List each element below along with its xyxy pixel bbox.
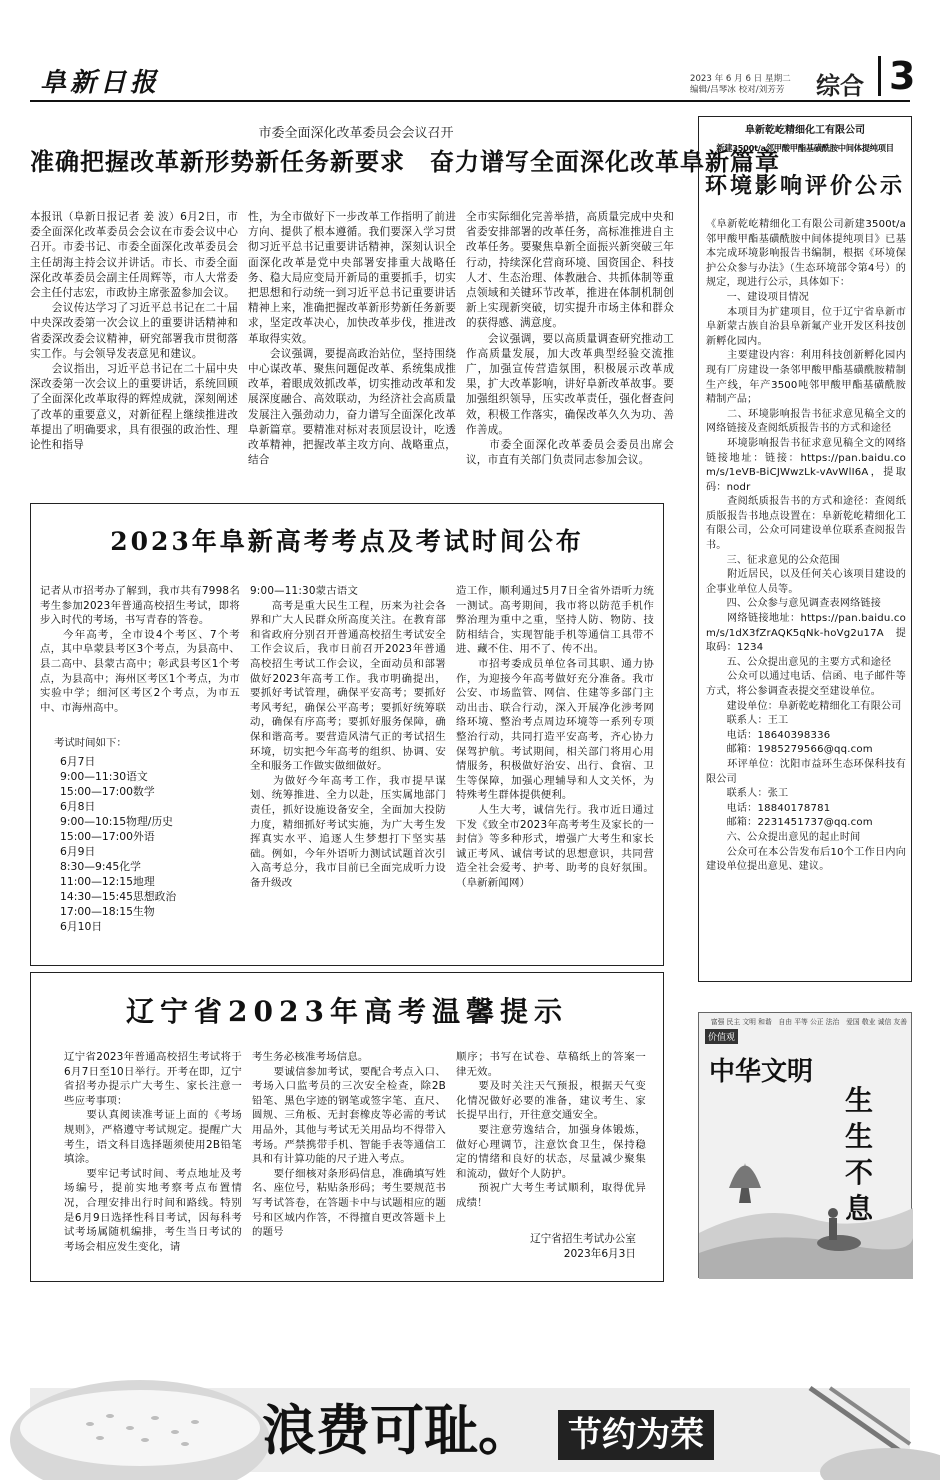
notice-body: 《阜新乾屹精细化工有限公司新建3500t/a邻甲酸甲酯基磺酰胺中间体提纯项目》已基本完成环境影响报告书编制，根据《环境保护公众参与办法》（生态环境部令第4号）的规定，现进行公示，具体如下： 一、建设项目情况 本项目为扩建项目，位于辽宁省阜新市阜新蒙古族自治县阜新氟产业开发区科技创新孵化园内。 主要建设内容：利用科技创新孵化园内现有厂房建设一条邻甲酸甲酯基磺酰胺精制生产线，年产3500吨邻甲酸甲酯基磺酰胺精制产品； 二、环境影响报告书征求意见稿全文的网络链接及查阅纸质报告书的方式和途径 环境影响报告书征求意见稿全文的网络链接地址：链接：https://pan.baidu.com/s/1eVB-BiCJWwzLk-vAvWlI6A，提取码：nodr 查阅纸质报告书的方式和途径：查阅纸质版报告书地点设置在：阜新乾屹精细化工有限公司，公众可同建设单位联系查阅报告书。 三、征求意见的公众范围 附近居民，以及任何关心该项目建设的企事业单位人员等。 四、公众参与意见调查表网络链接 网络链接地址：https://pan.baidu.com/s/1dX3fZrAQK5qNk-hoVg2u17A 提取码：1234 五、公众提出意见的主要方式和途径 公众可以通过电话、信函、电子邮件等方式，将公参调查表提交至建设单位。 建设单位：阜新乾屹精细化工有限公司 联系人：王工 电话：18640398336 邮箱：1985279566@qq.com 环评单位：沈阳市益环生态环保科技有限公司 联系人：张工 电话：18840178781 邮箱：2231451737@qq.com 六、公众提出意见的起止时间 公众可在本公告发布后10个工作日内向建设单位提出意见、建议。 [706, 219, 906, 873]
liaoning-col-3: 顺序；书写在试卷、草稿纸上的答案一律无效。 要及时关注天气预报，根据天气变化情况做好必要的准备，建议考生、家长提早出行，开往意交通安全。 要注意劳逸结合，加强身体锻炼，做好心理调节，注意饮食卫生，保持稳定的情绪和良好的状态，尽量减少聚集和流动，做好个人防护。 预祝广大考生考试顺利，取得优异成绩！ [456, 1051, 646, 1209]
lead-col-3: 全市实际细化完善举措，高质量完成中央和省委安排部署的改革任务，高标准推进自主改革任务。要聚焦阜新全面振兴新突破三年行动，持续深化营商环境、国资国企、科技人才、生态治理、体教融合、共抓体制等重点领域和关键环节改革，推进在体制机制创新上实现新突破，切实提升市场主体和群众的获得感、满意度。 会议强调，要以高质量调查研究推动工作高质量发展，加大改革典型经验交流推广，加强宣传营造氛围，积极展示改革成果，扩大改革影响，讲好阜新改革故事。要加强组织领导，压实改革责任，强化督查问效，积极工作落实，确保改革久久为功、善作善成。 市委全面深化改革委员会委员出席会议，市直有关部门负责同志参加会议。 [466, 211, 674, 467]
bottom-banner-ad [30, 1388, 910, 1472]
section-name: 综合 [816, 71, 864, 100]
liaoning-date: 2023年6月3日 [563, 1247, 636, 1260]
culture-poster [698, 1012, 912, 1278]
schedule-item: 15:00—17:00外语 [60, 830, 155, 843]
header-rule [30, 100, 910, 102]
poster-illustration [699, 1013, 913, 1279]
page-number: 3 [878, 56, 915, 96]
schedule-item: 6月9日 [60, 845, 96, 858]
schedule-item: 17:00—18:15生物 [60, 905, 155, 918]
schedule-item: 6月8日 [60, 800, 96, 813]
notice-title: 环境影响评价公示 [704, 173, 905, 199]
liaoning-signature-block [456, 1232, 636, 1261]
banner-slogan-main: 浪费可耻。 [262, 1398, 532, 1462]
liaoning-col-1: 辽宁省2023年普通高校招生考试将于6月7日至10日举行。开考在即，辽宁省招考办提示广大考生、家长注意一些应考事项： 要认真阅读准考证上面的《考场规则》，严格遵守考试规定。提醒广大考生，语文科目选择题须使用2B铅笔填涂。 要牢记考试时间、考点地址及考场编号，提前实地考察考点布置情况，合理安排出行时间和路线。特别是6月9日选择性科目考试，因每科考试考场属随机编排，考生当日考试的考场会相应发生变化，请 [64, 1051, 242, 1253]
liaoning-headline: 辽宁省2023年高考温馨提示 [126, 995, 568, 1028]
banner-slogan-box: 节约为荣 [558, 1410, 714, 1460]
gaokao-col-3: 造工作，顺利通过5月7日全省外语听力统一测试。高考期间，我市将以防范手机作弊治理为重中之重，坚持人防、物防、技防相结合，实现智能手机等通信工具带不进、藏不住、用不了、传不出。 市招考委成员单位各司其职、通力协作，为迎接今年高考做好充分准备。我市公安、市场监管、网信、住建等多部门主动出击、联合行动，深入开展净化涉考网络环境、整治考点周边环境等一系列专项整治行动，共同打造平安高考，齐心协力保驾护航。考试期间，相关部门将用心用情服务，积极做好治安、出行、食宿、卫生等保障，加强心理辅导和人文关怀，为特殊考生群体提供便利。 人生大考，诚信先行。我市近日通过下发《致全市2023年高考考生及家长的一封信》等多种形式，增强广大考生和家长诚正考风、诚信考试的思想意识，共同营造全社会爱考、护考、助考的良好氛围。（阜新新闻网） [456, 585, 654, 889]
schedule-item: 14:30—15:45思想政治 [60, 890, 177, 903]
gaokao-col-2: 9:00—11:30蒙古语文 高考是重大民生工程，历来为社会各界和广大人民群众所高度关注。在教育部和省政府分别召开普通高校招生考试安全工作会议后，我市日前召开2023年普通高校招生考试工作会议，全面动员和部署做好2023年高考工作。我市明确提出，要抓好考试管理，确保平安高考；要抓好考风考纪，确保公平高考；要抓好统筹联动，确保有序高考；要抓好服务保障，确保和谐高考。要营造风清气正的考试招生环境，切实把今年高考的组织、协调、安全和服务工作做实做细做好。 为做好今年高考工作，我市提早谋划、统筹推进、全力以赴，压实属地部门责任，抓好设施设备安全，全面加大投防力度，精细抓好考试实施，为广大考生发挥真实水平、追逐人生梦想打下坚实基础。例如，今年外语听力测试试题首次引入高考总分，我市目前已全面完成听力设备升级改 [250, 585, 446, 889]
poster-badge: 价值观 [705, 1029, 738, 1044]
gaokao-headline: 2023年阜新高考考点及考试时间公布 [110, 527, 584, 556]
schedule-item: 15:00—17:00数学 [60, 785, 155, 798]
lead-headline: 准确把握改革新形势新任务新要求 奋力谱写全面深化改革阜新篇章 [30, 147, 780, 176]
editor-line: 编辑/吕琴冰 校对/刘芳芳 [690, 85, 785, 95]
masthead-meta [690, 74, 791, 96]
date-line: 2023 年 6 月 6 日 星期二 [690, 74, 791, 84]
liaoning-col-2: 考生务必核准考场信息。 要诚信参加考试，要配合考点入口、考场入口监考员的三次安全检查，除2B铅笔、黑色字迹的钢笔或签字笔、直尺、圆规、三角板、无封套橡皮等必需的考试用品外，其他与考试无关用品均不得带入考场。严禁携带手机、智能手表等通信工具和有计算功能的尺子进入考点。 要仔细核对条形码信息，准确填写姓名、座位号，粘贴条形码；考生要规范书写考试答卷，在答题卡中与试题相应的题号和区域内作答，不得擅自更改答题卡上的题号 [252, 1051, 446, 1239]
notice-company: 阜新乾屹精细化工有限公司 [745, 125, 865, 136]
lead-col-1: 本报讯（阜新日报记者 姜 波）6月2日，市委全面深化改革委员会会议在市委会议中心召开。市委书记、市委全面深化改革委员会主任胡海主持会议并讲话。市长、市委全面深化改革委员会副主任周辉等，市人大常委会主任付志宏，市政协主席张盈参加会议。 会议传达学习了习近平总书记在二十届中央深改委第一次会议上的重要讲话精神和省委深改委会议精神，研究部署我市贯彻落实工作。与会领导发表意见和建议。 会议指出，习近平总书记在二十届中央深改委第一次会议上的重要讲话，系统回顾了全面深化改革取得的辉煌成就，深刻阐述了改革的重要意义，对新征程上继续推进改革提出了明确要求，具有很强的政治性、理论性和指导 [30, 211, 238, 452]
masthead-logo: 阜新日报 [40, 68, 161, 98]
schedule-item: 11:00—12:15地理 [60, 875, 155, 888]
liaoning-signature: 辽宁省招生考试办公室 [530, 1233, 636, 1245]
schedule-item: 6月7日 [60, 755, 96, 768]
schedule-list [60, 754, 240, 934]
schedule-item: 8:30—9:45化学 [60, 860, 141, 873]
schedule-title: 考试时间如下： [54, 737, 127, 749]
lead-kicker: 市委全面深化改革委员会会议召开 [258, 126, 454, 141]
poster-main-right: 生生不息 [845, 1084, 874, 1225]
schedule-item: 6月10日 [60, 920, 103, 933]
lead-col-2: 性，为全市做好下一步改革工作指明了前进方向、提供了根本遵循。我们要深入学习贯彻习近平总书记重要讲话精神，深刻认识全面深化改革是党中央部署安排重大战略任务、稳大局应变局开新局的重要抓手，切实把思想和行动统一到习近平总书记重要讲话精神上来，准确把握改革新形势新任务新要求，坚定改革决心，加快改革步伐，推进改革取得实效。 会议强调，要提高政治站位，坚持围绕中心谋改革、聚焦问题促改革、系统集成推改革，着眼成效抓改革，切实推动改革和发展深度融合、高效联动，为经济社会高质量发展注入强劲动力，奋力谱写全面深化改革阜新篇章。要精准对标对表顶层设计，吃透改革精神，把握改革主攻方向、战略重点，结合 [248, 211, 456, 467]
poster-values-text: 富强 民主 文明 和谐 自由 平等 公正 法治 爱国 敬业 诚信 友善 [710, 1018, 907, 1026]
schedule-item: 9:00—10:15物理/历史 [60, 815, 173, 828]
gaokao-col-1-intro: 记者从市招考办了解到，我市共有7998名考生参加2023年普通高校招生考试，即将步入时代的考场，书写青春的答卷。 今年高考，全市设4个考区、7个考点，其中阜蒙县考区3个考点，为县高中、县二高中、县蒙古高中；彰武县考区1个考点，为县高中；海州区考区1个考点，为市实验中学；细河区考区2个考点，为市五中、市海州高中。 [40, 585, 240, 714]
notice-project: 新建3500t/a邻甲酸甲酯基磺酰胺中间体提纯项目 [716, 143, 894, 153]
schedule-item: 9:00—11:30语文 [60, 770, 148, 783]
poster-main-left: 中华文明 [709, 1057, 814, 1087]
